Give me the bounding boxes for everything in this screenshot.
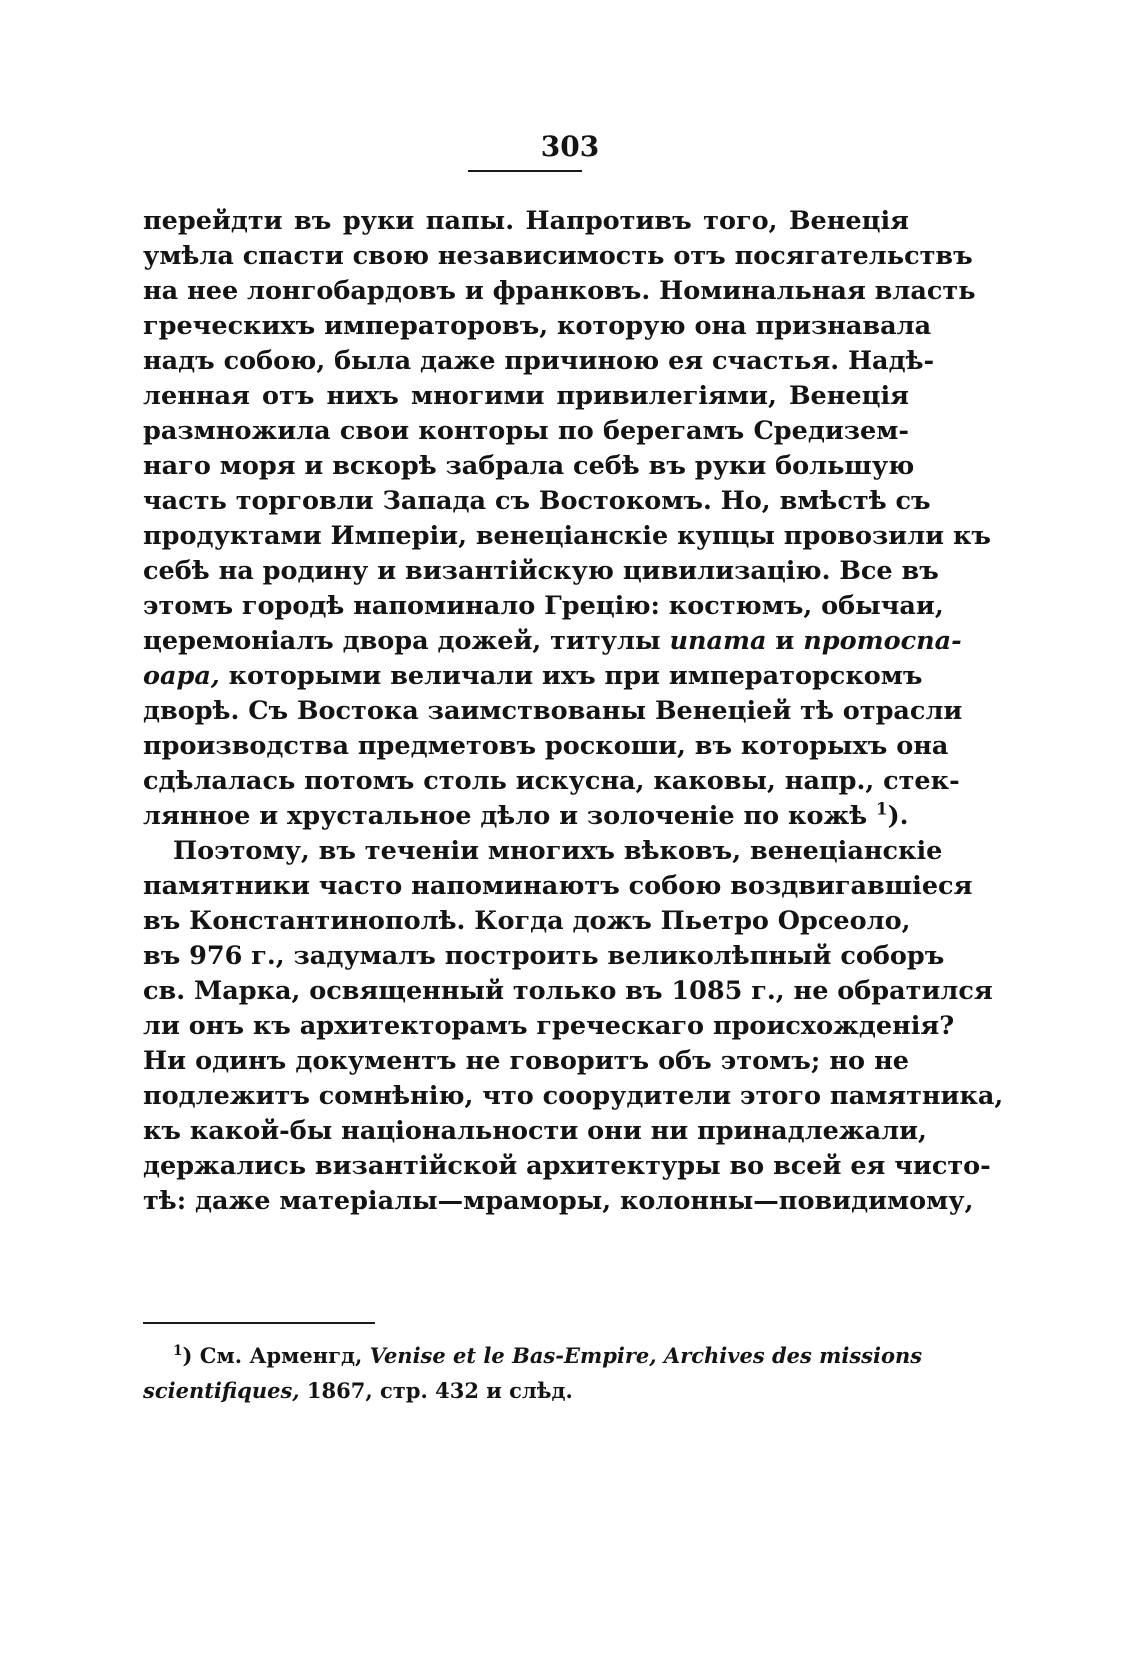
italic-term: протоспа-: [803, 626, 962, 656]
text-line: въ 976 г., задумалъ построить великолѣпный соборъ: [143, 941, 945, 971]
text-line: подлежитъ сомнѣнiю, что соорудители этого памятника,: [143, 1081, 1004, 1111]
text-line: производства предметовъ роскоши, въ которыхъ она: [143, 731, 949, 761]
text-line: на нее лонгобардовъ и франковъ. Номинальная власть: [143, 276, 976, 306]
text-run: ).: [887, 801, 909, 831]
text-line: греческихъ императоровъ, которую она признавала: [143, 311, 932, 341]
text-line: Ни одинъ документъ не говоритъ объ этомъ; но не: [143, 1046, 909, 1076]
footnote-line: [143, 1373, 909, 1408]
text-run: которыми величали ихъ при императорскомъ: [219, 661, 923, 691]
text-line: этомъ городѣ напоминало Грецiю: костюмъ, обычаи,: [143, 591, 944, 621]
footnotes: [143, 1338, 923, 1408]
text-line: дворѣ. Съ Востока заимствованы Венецiей тѣ отрасли: [143, 696, 963, 726]
text-line: къ какой-бы нацiональности они ни принадлежали,: [143, 1116, 927, 1146]
text-line: себѣ на родину и византiйскую цивилизацiю. Все въ: [143, 556, 939, 586]
text-line: [143, 624, 962, 659]
page-number: 303: [540, 130, 600, 163]
text-run: ) См. Арменгд,: [182, 1343, 370, 1368]
text-line: размножила свои конторы по берегамъ Средизем-: [143, 416, 909, 446]
text-line: въ Константинополѣ. Когда дожъ Пьетро Орсеоло,: [143, 906, 911, 936]
text-line: сдѣлалась потомъ столь искусна, каковы, напр., стек-: [143, 766, 960, 796]
body-text: [143, 204, 1004, 1219]
text-line: памятники часто напоминаютъ собою воздвигавшiеся: [143, 871, 973, 901]
text-line: умѣла спасти свою независимость отъ посягательствъ: [143, 241, 973, 271]
italic-title: Venise et le Bas-Empire, Archives des missions: [369, 1343, 923, 1368]
text-line: ленная отъ нихъ многими привилегiями, Венецiя: [143, 381, 909, 411]
footnote-marker: 1: [173, 1343, 183, 1359]
text-run: лянное и хрустальное дѣло и золоченiе по кожѣ: [143, 801, 877, 831]
text-line: Поэтому, въ теченiи многихъ вѣковъ, венецiанскiе: [173, 836, 943, 866]
text-line: держались византiйской архитектуры во всей ея чисто-: [143, 1151, 991, 1181]
italic-term: ипата: [669, 626, 767, 656]
text-run: церемонiалъ двора дожей, титулы: [143, 626, 670, 656]
text-line: [143, 799, 909, 834]
text-line: продуктами Имперiи, венецiанскiе купцы провозили къ: [143, 521, 991, 551]
footnote-reference[interactable]: 1: [876, 798, 888, 819]
footnote-line: [143, 1338, 923, 1373]
text-run: 1867, стр. 432 и слѣд.: [299, 1378, 573, 1403]
text-line: часть торговли Запада съ Востокомъ. Но, вмѣстѣ съ: [143, 486, 931, 516]
header-rule: [468, 170, 582, 172]
text-line: надъ собою, была даже причиною ея счастья. Надѣ-: [143, 346, 935, 376]
italic-title: scientifiques,: [143, 1378, 300, 1403]
text-line: св. Марка, освященный только въ 1085 г., не обратился: [143, 976, 993, 1006]
italic-term: оара,: [143, 661, 220, 691]
text-line: перейдти въ руки папы. Напротивъ того, Венецiя: [143, 206, 909, 236]
text-line: наго моря и вскорѣ забрала себѣ въ руки большую: [143, 451, 915, 481]
text-run: и: [766, 626, 804, 656]
text-line: тѣ: даже матерiалы—мраморы, колонны—повидимому,: [143, 1186, 974, 1216]
footnote-rule: [143, 1322, 375, 1324]
text-line: [143, 659, 923, 694]
text-line: ли онъ къ архитекторамъ греческаго происхожденiя?: [143, 1011, 955, 1041]
